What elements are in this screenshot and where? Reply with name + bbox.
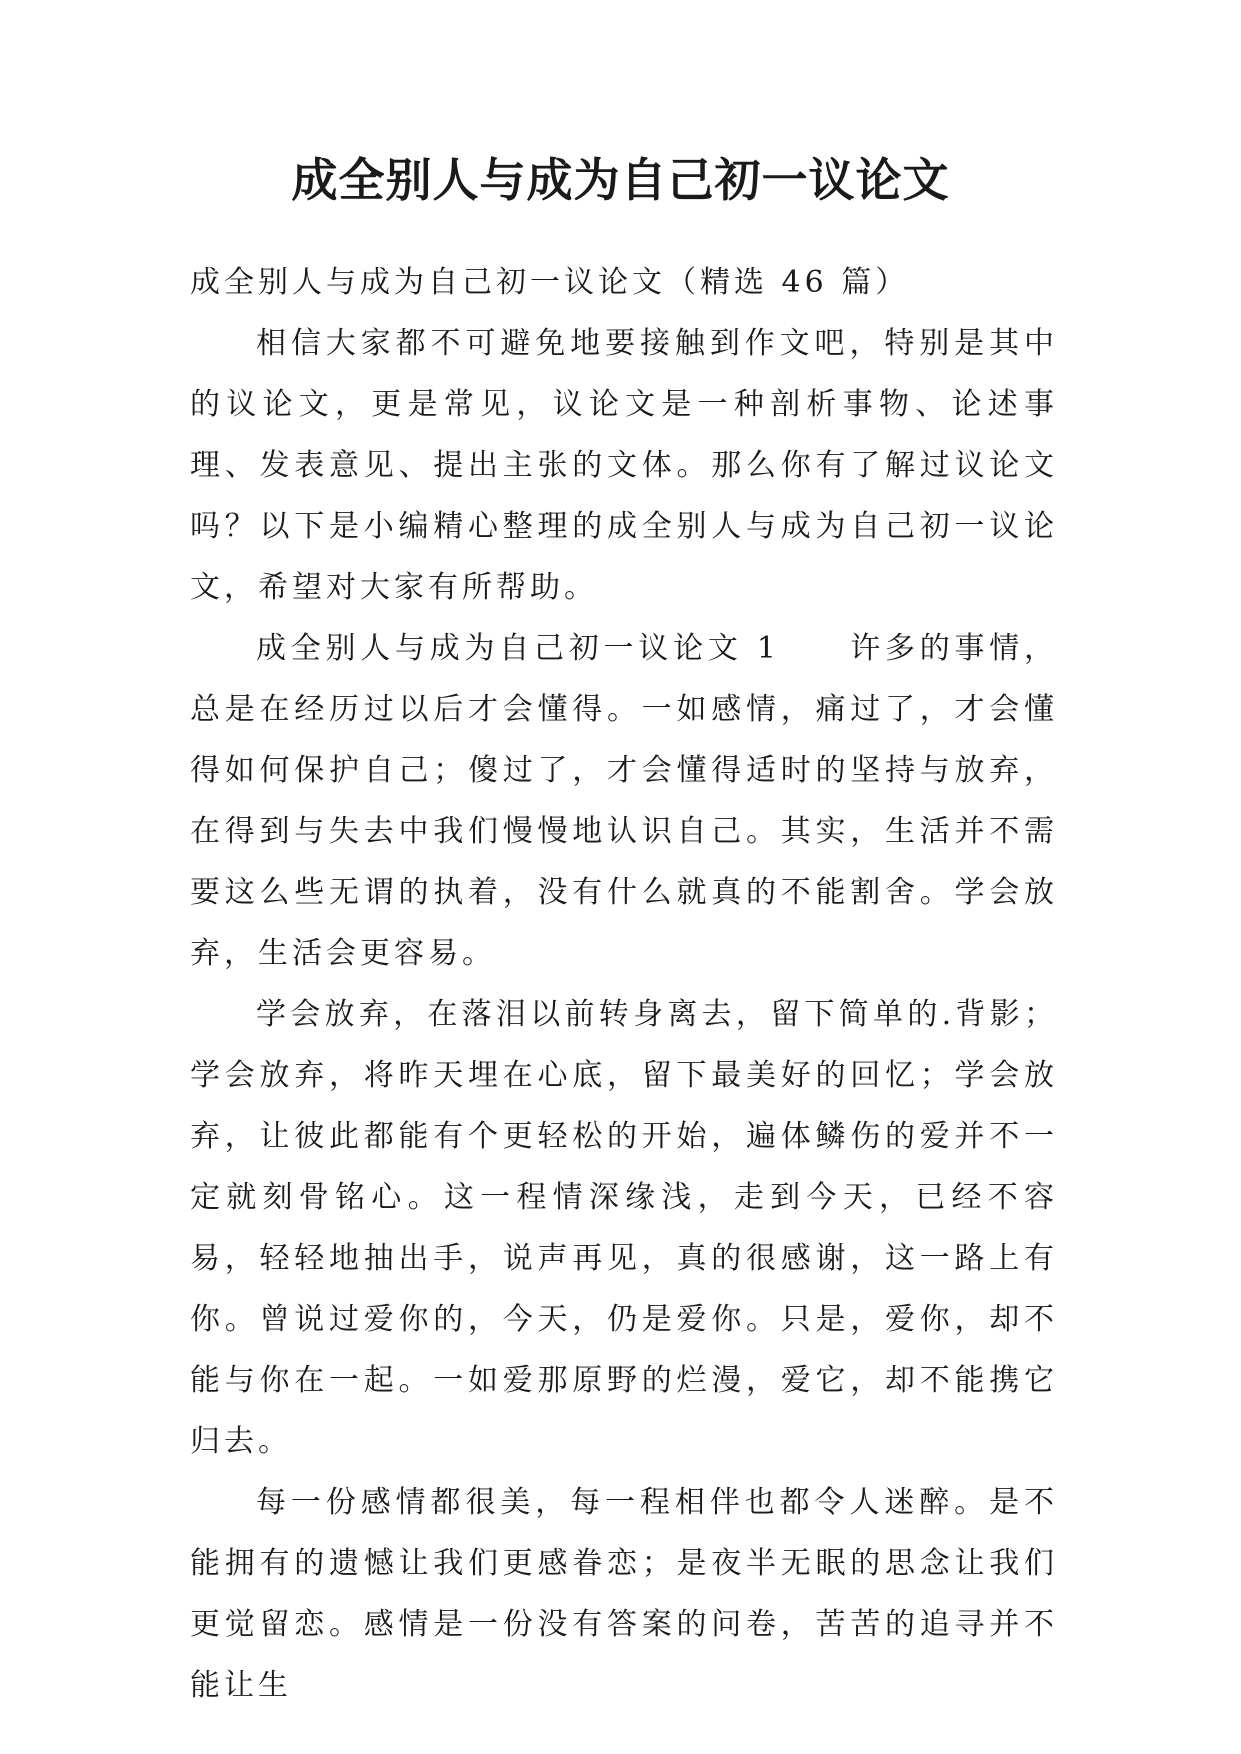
document-title: 成全别人与成为自己初一议论文 bbox=[291, 153, 950, 207]
paragraph-feelings: 每一份感情都很美，每一程相伴也都令人迷醉。是不能拥有的遗憾让我们更感眷恋；是夜半无眠的思念让我们更觉留恋。感情是一份没有答案的问卷，苦苦的追寻并不能让生 bbox=[190, 1485, 1058, 1703]
paragraph-letting-go: 学会放弃，在落泪以前转身离去，留下简单的.背影；学会放弃，将昨天埋在心底，留下最美好的回忆；学会放弃，让彼此都能有个更轻松的开始，遍体鳞伤的爱并不一定就刻骨铭心。这一程情深缘浅，走到今天，已经不容易，轻轻地抽出手，说声再见，真的很感谢，这一路上有你。曾说过爱你的，今天，仍是爱你。只是，爱你，却不能与你在一起。一如爱那原野的烂漫，爱它，却不能携它归去。 bbox=[190, 997, 1058, 1459]
document-subtitle: 成全别人与成为自己初一议论文（精选 46 篇） bbox=[190, 265, 910, 300]
paragraph-essay-1: 成全别人与成为自己初一议论文 1 许多的事情，总是在经历过以后才会懂得。一如感情，痛过了，才会懂得如何保护自己；傻过了，才会懂得适时的坚持与放弃，在得到与失去中我们慢慢地认识自己。其实，生活并不需要这么些无谓的执着，没有什么就真的不能割舍。学会放弃，生活会更容易。 bbox=[190, 631, 1058, 971]
document-body bbox=[190, 252, 1058, 1716]
paragraph-intro: 相信大家都不可避免地要接触到作文吧，特别是其中的议论文，更是常见，议论文是一种剖析事物、论述事理、发表意见、提出主张的文体。那么你有了解过议论文吗？以下是小编精心整理的成全别人与成为自己初一议论文，希望对大家有所帮助。 bbox=[190, 326, 1058, 605]
